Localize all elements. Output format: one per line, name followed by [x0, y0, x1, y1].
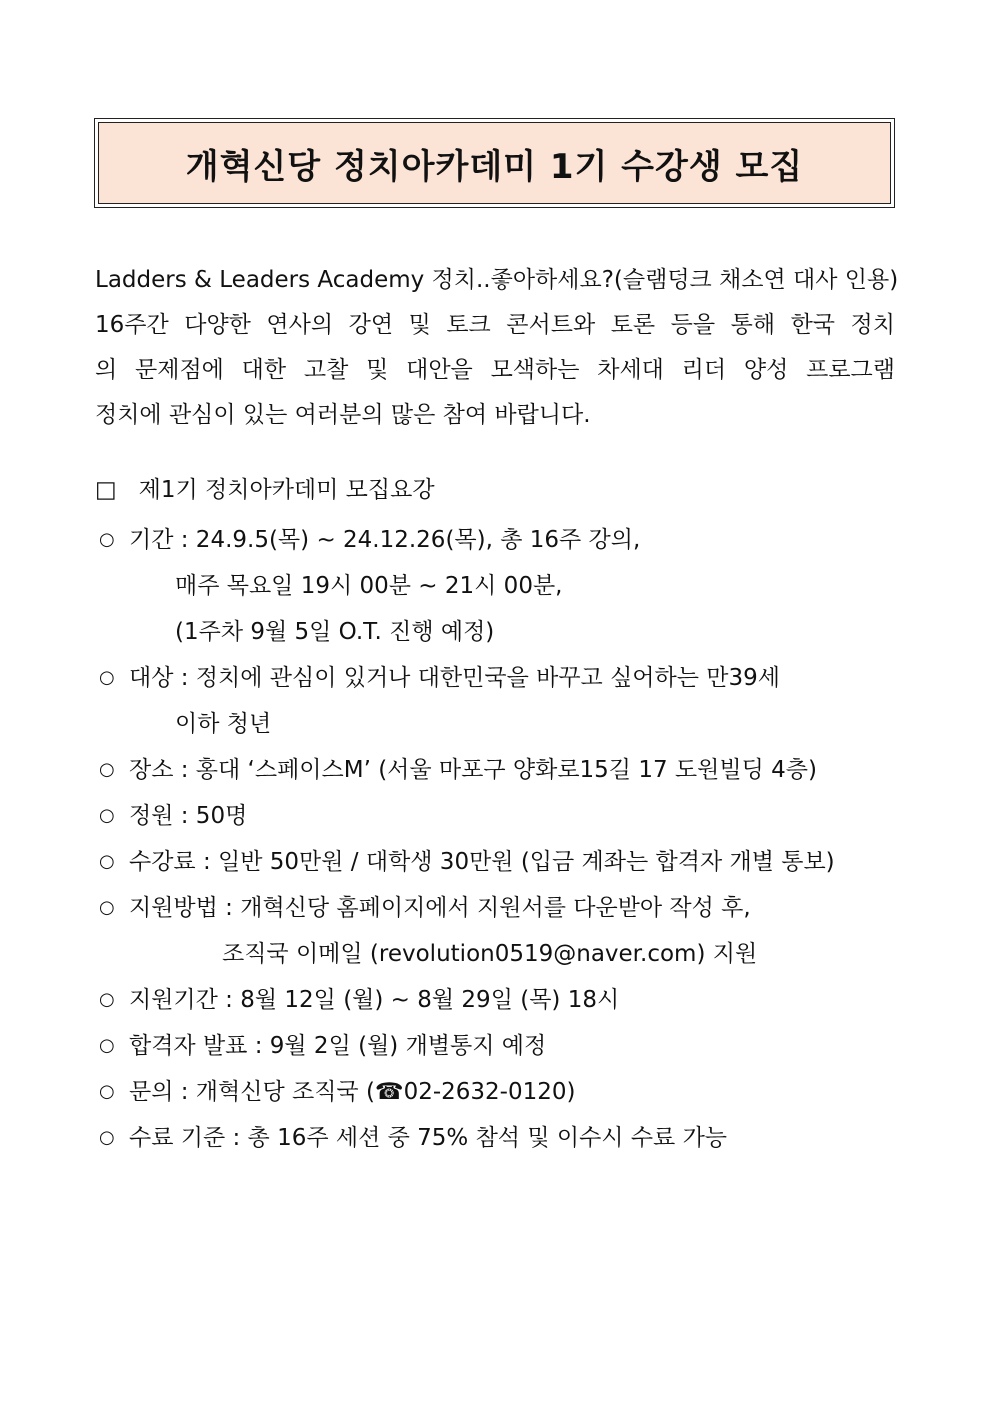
circle-bullet-icon: ○ [99, 1127, 115, 1148]
detail-application-method [95, 885, 905, 931]
detail-contact [95, 1069, 905, 1115]
section-heading [95, 470, 435, 510]
detail-text: 수강료 : 일반 50만원 / 대학생 30만원 (입금 계좌는 합격자 개별 통보) [129, 849, 835, 875]
detail-text: 지원기간 : 8월 12일 (월) ~ 8월 29일 (목) 18시 [129, 987, 620, 1013]
circle-bullet-icon: ○ [99, 805, 115, 826]
circle-bullet-icon: ○ [99, 1035, 115, 1056]
intro-paragraph [95, 258, 899, 438]
detail-period [95, 517, 905, 563]
detail-text: 장소 : 홍대 ‘스페이스M’ (서울 마포구 양화로15길 17 도원빌딩 4층) [129, 757, 817, 783]
detail-text: 기간 : 24.9.5(목) ~ 24.12.26(목), 총 16주 강의, [129, 527, 641, 553]
detail-text: 대상 : 정치에 관심이 있거나 대한민국을 바꾸고 싶어하는 만39세 [129, 665, 780, 691]
detail-text: 수료 기준 : 총 16주 세션 중 75% 참석 및 이수시 수료 가능 [129, 1125, 728, 1151]
detail-location [95, 747, 905, 793]
intro-line: 의 문제점에 대한 고찰 및 대안을 모색하는 차세대 리더 양성 프로그램 [95, 357, 895, 383]
circle-bullet-icon: ○ [99, 529, 115, 550]
detail-text: 문의 : 개혁신당 조직국 (☎02-2632-0120) [129, 1079, 576, 1105]
detail-announcement [95, 1023, 905, 1069]
circle-bullet-icon: ○ [99, 851, 115, 872]
detail-application-method-cont [95, 931, 905, 977]
circle-bullet-icon: ○ [99, 667, 115, 688]
detail-period-cont [95, 609, 905, 655]
circle-bullet-icon: ○ [99, 989, 115, 1010]
intro-line: 정치에 관심이 있는 여러분의 많은 참여 바랍니다. [95, 402, 591, 428]
page-title: 개혁신당 정치아카데미 1기 수강생 모집 [185, 146, 804, 187]
circle-bullet-icon: ○ [99, 759, 115, 780]
checkbox-square-icon: □ [95, 477, 117, 503]
detail-application-period [95, 977, 905, 1023]
section-heading-text: 제1기 정치아카데미 모집요강 [138, 477, 435, 503]
detail-fee [95, 839, 905, 885]
intro-line: 16주간 다양한 연사의 강연 및 토크 콘서트와 토론 등을 통해 한국 정치 [95, 312, 895, 338]
detail-target-cont [95, 701, 905, 747]
detail-text: 조직국 이메일 (revolution0519@naver.com) 지원 [222, 941, 758, 967]
circle-bullet-icon: ○ [99, 897, 115, 918]
title-banner [98, 122, 891, 204]
detail-capacity [95, 793, 905, 839]
detail-text: (1주차 9월 5일 O.T. 진행 예정) [175, 619, 495, 645]
title-box [94, 118, 895, 208]
recruitment-details [95, 517, 905, 1161]
detail-text: 합격자 발표 : 9월 2일 (월) 개별통지 예정 [129, 1033, 547, 1059]
detail-text: 정원 : 50명 [129, 803, 248, 829]
detail-period-cont [95, 563, 905, 609]
detail-target [95, 655, 905, 701]
detail-text: 매주 목요일 19시 00분 ~ 21시 00분, [175, 573, 563, 599]
detail-completion-criteria [95, 1115, 905, 1161]
circle-bullet-icon: ○ [99, 1081, 115, 1102]
detail-text: 지원방법 : 개혁신당 홈페이지에서 지원서를 다운받아 작성 후, [129, 895, 751, 921]
intro-line: Ladders & Leaders Academy 정치..좋아하세요?(슬램덩크 채소연 대사 인용) [95, 267, 899, 293]
detail-text: 이하 청년 [175, 711, 272, 737]
